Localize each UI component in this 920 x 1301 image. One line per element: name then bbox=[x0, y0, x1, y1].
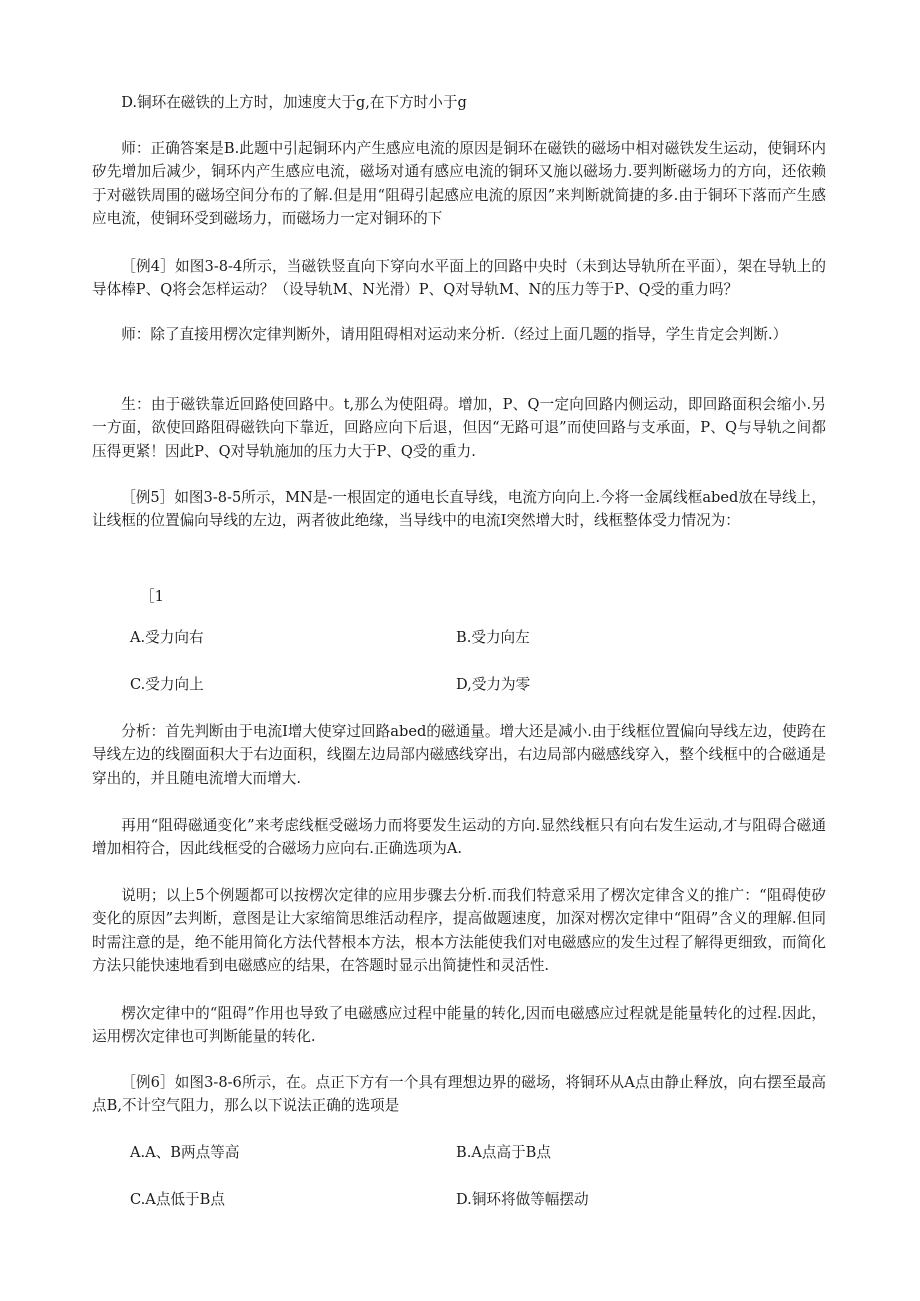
example-5-option-b: B.受力向左 bbox=[456, 629, 530, 646]
example-5-question: ［例5］如图3-8-5所示，MN是-一根固定的通电长直导线，电流方向向上.今将一金属线框abed放在导线上，让线框的位置偏向导线的左边，两者彼此绝缘，当导线中的电流I突然增大时，线框整体受力情况为： bbox=[92, 489, 826, 530]
option-d-previous-question: D.铜环在磁铁的上方时，加速度大于g,在下方时小于g bbox=[121, 94, 467, 111]
example-6-option-b: B.A点高于B点 bbox=[456, 1144, 552, 1161]
example-4-question: ［例4］如图3-8-4所示，当磁铁竖直向下穿向水平面上的回路中央时（未到达导轨所在平面），架在导轨上的导体棒P、Q将会怎样运动？（设导轨M、N光滑）P、Q对导轨M、N的压力等于P、Q受的重力吗？ bbox=[92, 258, 826, 299]
answer-bracket: ［1 bbox=[140, 588, 164, 605]
example-5-option-a: A.受力向右 bbox=[130, 629, 204, 646]
example-6-option-c: C.A点低于B点 bbox=[130, 1191, 225, 1208]
note-paragraph: 说明；以上5个例题都可以按楞次定律的应用步骤去分析.而我们特意采用了楞次定律含义的推广：“阻碍使矽变化的原因”去判断，意图是让大家缩简思维活动程序，提高做题速度，加深对楞次定律中“阻碍”含义的理解.但同时需注意的是，绝不能用简化方法代替根本方法，根本方法能使我们对电磁感应的发生过程了解得更细致，而简化方法只能快速地看到电磁感应的结果，在答题时显示出简捷性和灵活性. bbox=[92, 887, 826, 975]
example-6-question: ［例6］如图3-8-6所示，在。点正下方有一个具有理想边界的磁场，将铜环从A点由静止释放，向右摆至最高点B,不计空气阻力，那么以下说法正确的选项是 bbox=[92, 1074, 826, 1115]
example-6-option-a: A.A、B两点等高 bbox=[130, 1144, 240, 1161]
example-5-option-c: C.受力向上 bbox=[130, 676, 204, 693]
teacher-prompt-paragraph: 师：除了直接用楞次定律判断外，请用阻碍相对运动来分析.（经过上面几题的指导，学生肯定会判断.） bbox=[121, 326, 788, 343]
analysis-paragraph-1: 分析：首先判断由于电流I增大使穿过回路abed的磁通量。增大还是减小.由于线框位置偏向导线左边，使跨在导线左边的线圈面积大于右边面积，线圈左边局部内磁感线穿出，右边局部内磁感线穿入，整个线框中的合磁通是穿出的，并且随电流增大而增大. bbox=[92, 723, 826, 787]
student-answer-paragraph: 生：由于磁铁靠近回路使回路中。t,那么为使阻碍。增加，P、Q一定向回路内侧运动，即回路面积会缩小.另一方面，欲使回路阻碍磁铁向下靠近，回路应向下后退，但因“无路可退”而使回路与支承面，P、Q与导轨之间都压得更紧！因此P、Q对导轨施加的压力大于P、Q受的重力. bbox=[92, 396, 826, 460]
example-5-option-d: D,受力为零 bbox=[456, 676, 531, 693]
energy-paragraph: 楞次定律中的“阻碍”作用也导致了电磁感应过程中能量的转化,因而电磁感应过程就是能量转化的过程.因此，运用楞次定律也可判断能量的转化. bbox=[92, 1005, 826, 1046]
teacher-answer-paragraph: 师：正确答案是B.此题中引起铜环内产生感应电流的原因是铜环在磁铁的磁场中相对磁铁发生运动，使铜环内矽先增加后减少，铜环内产生感应电流，磁场对通有感应电流的铜环又施以磁场力.要判断磁场力的方向，还依赖于对磁铁周围的磁场空间分布的了解.但是用“阻碍引起感应电流的原因”来判断就简捷的多.由于铜环下落而产生感应电流，使铜环受到磁场力，而磁场力一定对铜环的下 bbox=[92, 140, 826, 228]
analysis-paragraph-2: 再用“阻碍磁通变化”来考虑线框受磁场力而将要发生运动的方向.显然线框只有向右发生运动,才与阻碍合磁通增加相符合，因此线框受的合磁场力应向右.正确选项为A. bbox=[92, 817, 826, 858]
example-6-option-d: D.铜环将做等幅摆动 bbox=[456, 1191, 589, 1208]
